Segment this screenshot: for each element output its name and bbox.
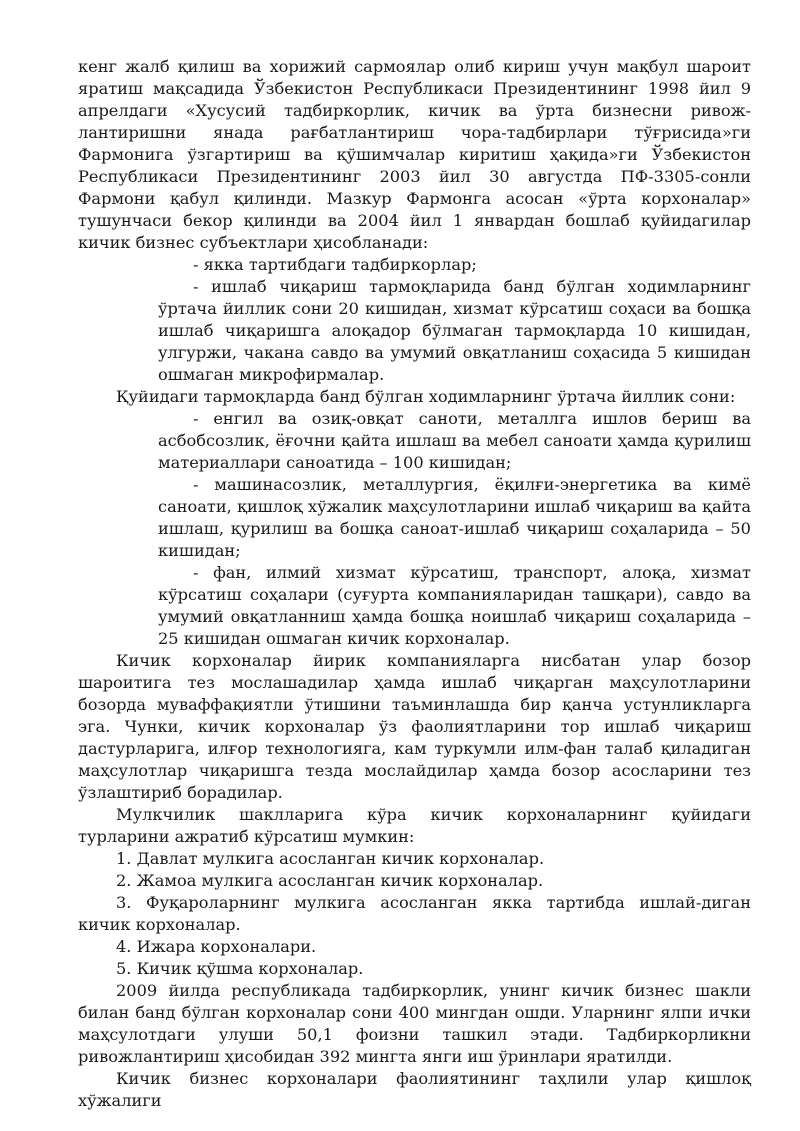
numbered-item-collective: 2. Жамоа мулкига асосланган кичик корхоналар. — [116, 871, 544, 890]
list-item-light-industry: - енгил ва озиқ-овқат саноти, металлга ишлов бериш ва асбобсозлик, ёғочни қайта ишлаш ва мебел саноати ҳамда қурилиш материаллари саноатида – 100 кишидан; — [158, 409, 751, 472]
paragraph-advantages: Кичик корхоналар йирик компанияларга нисбатан улар бозор шароитига тез мослашадилар ҳамда ишлаб чиқарган маҳсулотларини бозорда муваффақиятли ўтишини таъминлашда бир қанча устунликларга эга. Чунки, кичик корхоналар ўз фаолиятларини тор ишлаб чиқариш дастурларига, илғор технологияга, кам туркумли илм-фан талаб қиладиган маҳсулотлар чиқаришга тезда мослайдилар ҳамда бозор асосларини тез ўзлаштириб борадилар. — [78, 651, 751, 802]
paragraph-ownership-types: Мулкчилик шаклларига кўра кичик корхоналарнинг қуйидаги турларини ажратиб кўрсатиш мумкин: — [78, 805, 751, 846]
list-item-individual-entrepreneurs: - якка тартибдаги тадбиркорлар; — [193, 255, 477, 274]
numbered-item-state: 1. Давлат мулкига асосланган кичик корхоналар. — [116, 849, 545, 868]
numbered-item-joint: 5. Кичик қўшма корхоналар. — [116, 959, 364, 978]
paragraph-employee-counts: Қуйидаги тармоқларда банд бўлган ходимларнинг ўртача йиллик сони: — [116, 387, 736, 406]
paragraph-analysis: Кичик бизнес корхоналари фаолиятининг таҳлили улар қишлоқ хўжалиги — [78, 1069, 751, 1110]
numbered-item-citizens: 3. Фуқароларнинг мулкига асосланган якка тартибда ишлай-диган кичик корхоналар. — [78, 893, 751, 934]
list-item-microfirms: - ишлаб чиқариш тармоқларида банд бўлган ходимларнинг ўртача йиллик сони 20 кишидан, хизмат кўрсатиш соҳаси ва бошқа ишлаб чиқаришга алоқадор бўлмаган тармоқларда 10 кишидан, улгуржи, чакана савдо ва умумий овқатланиш соҳасида 5 кишидан ошмаган микрофирмалар. — [158, 277, 751, 384]
list-item-science-services: - фан, илмий хизмат кўрсатиш, транспорт, алоқа, хизмат кўрсатиш соҳалари (суғурта компанияларидан ташқари), савдо ва умумий овқатланниш ҳамда бошқа ноишлаб чиқариш соҳаларида – 25 кишидан ошмаган кичик корхоналар. — [158, 563, 751, 648]
paragraph-statistics-2009: 2009 йилда республикада тадбиркорлик, унинг кичик бизнес шакли билан банд бўлган корхоналар сони 400 мингдан ошди. Уларнинг ялпи ички маҳсулотдаги улуши 50,1 фоизни ташкил этади. Тадбиркорликни ривожлантириш ҳисобидан 392 мингта янги иш ўринлари яратилди. — [78, 981, 751, 1066]
numbered-item-lease: 4. Ижара корхоналари. — [116, 937, 317, 956]
paragraph-decree: кенг жалб қилиш ва хорижий сармоялар олиб кириш учун мақбул шароит яратиш мақсадида Ўзбекистон Республикаси Президентининг 1998 йил 9 апрелдаги «Хусусий тадбиркорлик, кичик ва ўрта бизнесни ривож-лантиришни янада рағбатлантириш чора-тадбирлари тўғрисида»ги Фармонига ўзгартириш ва қўшимчалар киритиш ҳақида»ги Ўзбекистон Республикаси Президентининг 2003 йил 30 августда ПФ-3305-сонли Фармони қабул қилинди. Мазкур Фармонга асосан «ўрта корхоналар» тушунчаси бекор қилинди ва 2004 йил 1 январдан бошлаб қуйидагилар кичик бизнес субъектлари ҳисобланади: — [78, 57, 751, 252]
document-page — [78, 56, 751, 1112]
list-item-machine-building: - машинасозлик, металлургия, ёқилғи-энергетика ва кимё саноати, қишлоқ хўжалик маҳсулотларини ишлаб чиқариш ва қайта ишлаш, қурилиш ва бошқа саноат-ишлаб чиқариш соҳаларида – 50 кишидан; — [158, 475, 751, 560]
